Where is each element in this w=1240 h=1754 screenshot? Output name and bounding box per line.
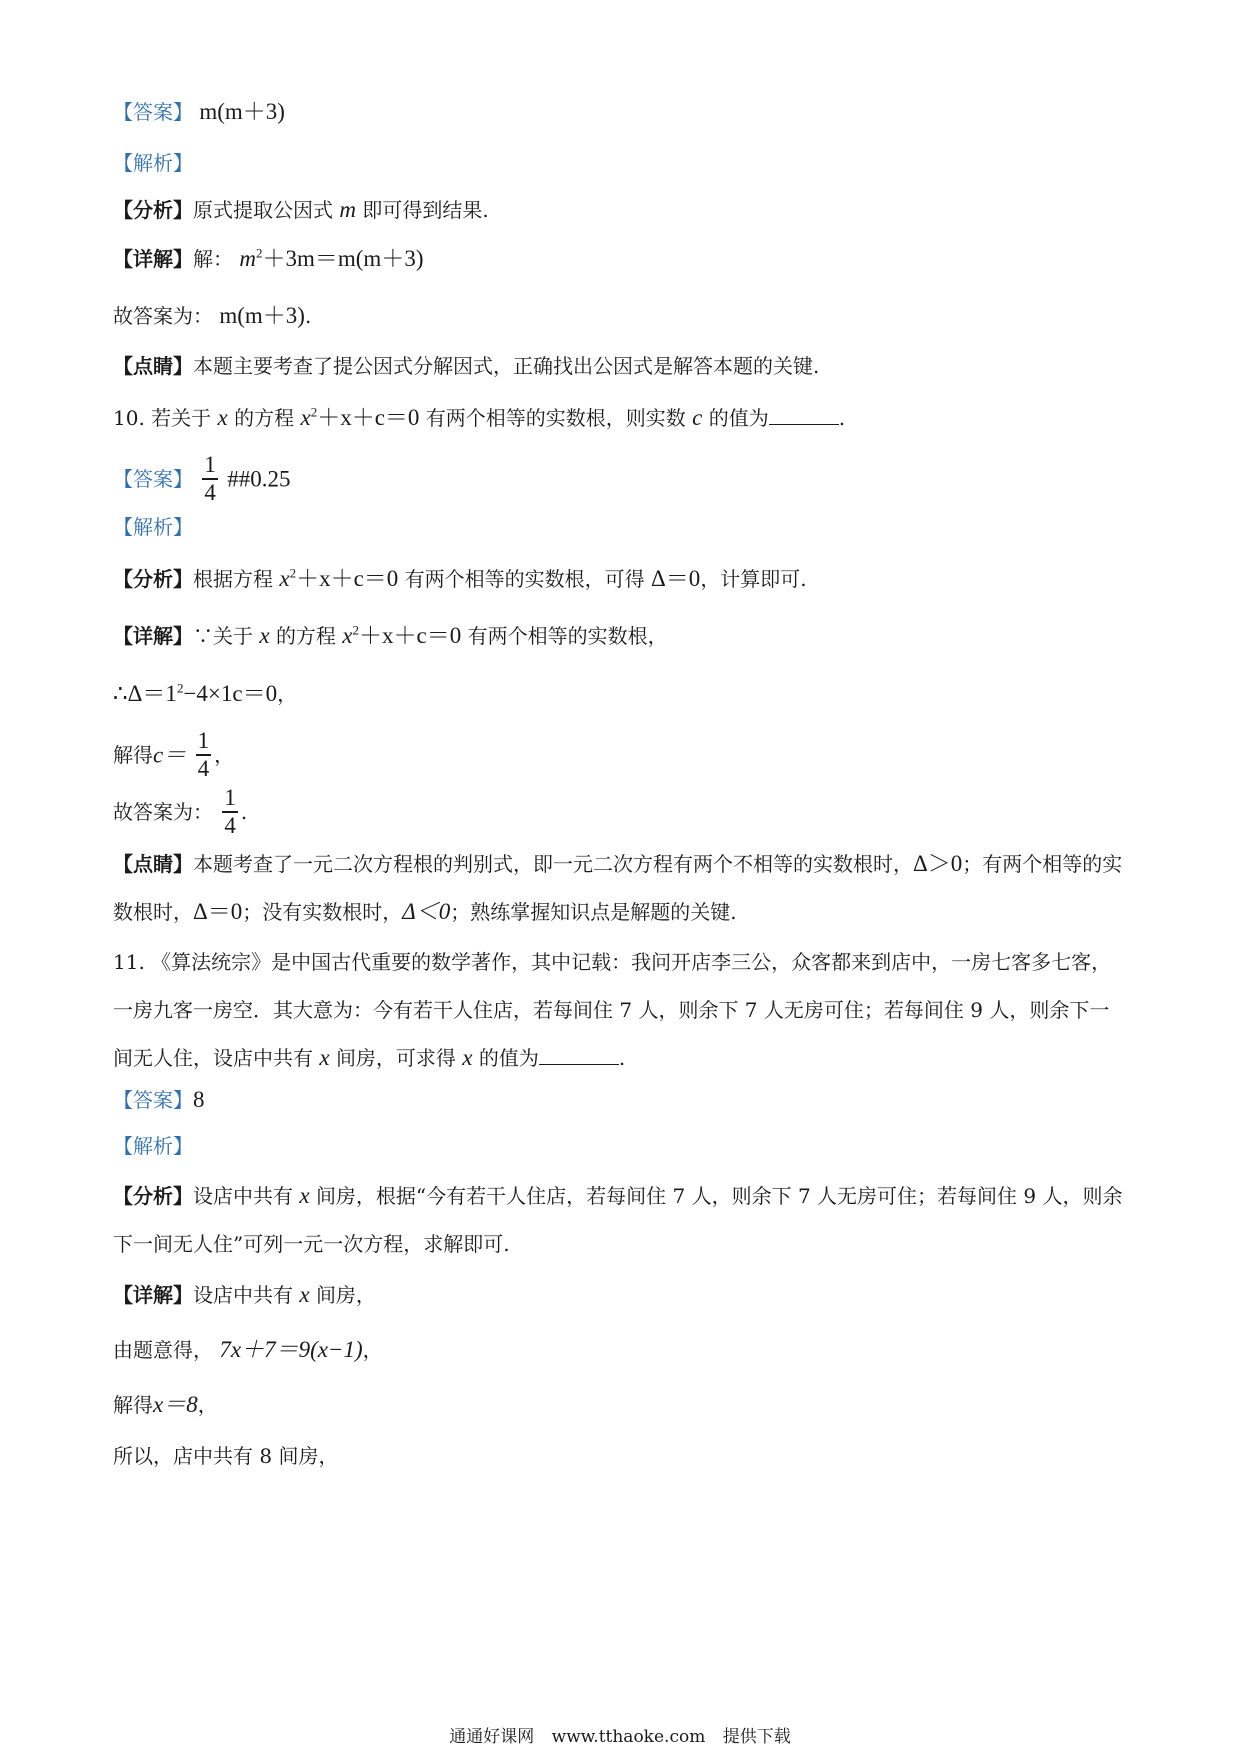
answer-tag: 【答案】 <box>113 467 193 492</box>
final-end: . <box>304 304 312 328</box>
xiangjie-tag: 【详解】 <box>113 1283 193 1307</box>
q-var: x <box>217 405 228 430</box>
analysis-tag: 【解析】 <box>113 515 193 539</box>
dianjing-line-9 <box>113 354 819 378</box>
xiangjie-line-10 <box>113 622 668 650</box>
q-end: . <box>618 1046 626 1070</box>
dianjing-text: 本题考查了一元二次方程根的判别式，即一元二次方程有两个不相等的实数根时， <box>193 852 913 876</box>
fenxi-text: ，计算即可. <box>700 567 807 591</box>
solve-text: 解得 <box>113 743 153 768</box>
line-end: ， <box>362 1338 383 1362</box>
xiangjie-tag: 【详解】 <box>113 247 193 271</box>
fenxi-tag: 【分析】 <box>113 198 193 222</box>
fenxi-line-11 <box>113 1172 1128 1268</box>
fraction-numerator: 1 <box>197 728 210 753</box>
q-text: 有两个相等的实数根，则实数 <box>425 406 686 430</box>
solve-math: c＝ <box>153 742 187 768</box>
line-end: ， <box>197 1393 218 1417</box>
fraction <box>222 785 238 839</box>
final-math: m(m＋3) <box>219 303 305 328</box>
xiangjie-text: ∵关于 <box>193 624 253 648</box>
math-part: Δ＜0 <box>402 899 451 924</box>
analysis-heading <box>113 151 193 175</box>
fenxi-text: 根据方程 <box>193 567 273 591</box>
solve-line-11 <box>113 1391 218 1419</box>
xiangjie-text: 解： <box>193 247 233 271</box>
final-text: 故答案为： <box>113 800 213 825</box>
dianjing-text: ；有两个相等的实数根时， <box>113 852 1123 924</box>
conclusion-text: 所以，店中共有 8 间房， <box>113 1444 339 1468</box>
fenxi-text-b: 即可得到结果. <box>362 198 489 222</box>
eq-text: 由题意得， <box>113 1338 213 1362</box>
analysis-heading <box>113 1134 193 1158</box>
equation-line-11 <box>113 1336 383 1364</box>
math-part: ＋x＋c＝0 <box>317 405 420 430</box>
answer-tag: 【答案】 <box>113 100 193 124</box>
xiangjie-line-9 <box>113 245 423 273</box>
question-10 <box>113 404 845 432</box>
var: x <box>299 1282 310 1307</box>
fraction-denominator: 4 <box>204 479 216 505</box>
answer-alt: ##0.25 <box>227 466 291 492</box>
answer-line-9 <box>113 98 285 126</box>
analysis-tag: 【解析】 <box>113 1134 193 1158</box>
fenxi-line-10 <box>113 565 807 593</box>
fraction-numerator: 1 <box>224 785 236 810</box>
fenxi-text: 间房，根据“今有若干人住店，若每间住 7 人，则余下 7 人无房可住；若每间住 9 人，则余下一间无人住”可列一元一次方程，求解即可. <box>113 1184 1123 1256</box>
math-part: ∴Δ＝1 <box>113 681 177 706</box>
fraction-numerator: 1 <box>204 452 216 477</box>
math-sup: 2 <box>289 565 297 581</box>
dianjing-text: ；熟练掌握知识点是解题的关键. <box>450 900 737 924</box>
math-sup: 2 <box>352 622 360 638</box>
xiangjie-line-11 <box>113 1281 376 1309</box>
math-part: −4×1c＝0 <box>183 681 278 706</box>
dianjing-tag: 【点睛】 <box>113 852 193 876</box>
page-footer <box>0 1722 1240 1747</box>
fraction-denominator: 4 <box>197 755 210 781</box>
final-answer-10 <box>113 785 247 839</box>
xiangjie-text: 的方程 <box>275 624 336 648</box>
question-number: 10. <box>113 406 145 430</box>
question-number: 11. <box>113 950 145 974</box>
math-part: x <box>300 405 311 430</box>
conclusion-line-11 <box>113 1444 338 1468</box>
analysis-heading <box>113 515 193 539</box>
solve-line-10 <box>113 728 234 782</box>
line-end: . <box>240 800 248 825</box>
math-part: Δ＝0 <box>651 566 701 591</box>
math-sup: 2 <box>176 680 184 696</box>
final-text: 故答案为： <box>113 304 213 328</box>
math-part: x <box>342 623 353 648</box>
question-11 <box>113 938 1128 1082</box>
dianjing-tag: 【点睛】 <box>113 354 193 378</box>
answer-line-10 <box>113 452 290 506</box>
dianjing-text: ；没有实数根时， <box>242 900 403 924</box>
var: x <box>259 623 270 648</box>
dianjing-text: 本题主要考查了提公因式分解因式，正确找出公因式是解答本题的关键. <box>193 354 820 378</box>
q-text: 的值为 <box>708 406 769 430</box>
q-text: 的方程 <box>234 406 295 430</box>
math-part: Δ＝0 <box>193 899 243 924</box>
q-var: c <box>692 405 703 430</box>
q-text: 间房，可求得 <box>335 1046 456 1070</box>
math-sup: 2 <box>255 245 263 261</box>
answer-blank <box>769 404 839 425</box>
answer-tag: 【答案】 <box>113 1088 193 1112</box>
line-end: ， <box>214 743 235 768</box>
math-part: ＋x＋c＝0 <box>359 623 462 648</box>
q-text: 《算法统宗》是中国古代重要的数学著作，其中记载：我问开店李三公，众客都来到店中，一房七客多七客，一房九客一房空．其大意为：今有若干人住店，若每间住 7 人，则余下 7 人无房可住；若每间住 9 人，则余下一间无人住，设店中共有 <box>113 950 1112 1070</box>
xiangjie-text: 设店中共有 <box>193 1283 293 1307</box>
q-text: 若关于 <box>151 406 212 430</box>
xiangjie-text: 有两个相等的实数根， <box>467 624 668 648</box>
fenxi-line-9 <box>113 196 489 224</box>
final-answer-9 <box>113 302 311 330</box>
footer-site: 通通好课网 <box>449 1727 535 1747</box>
math-part: x <box>279 566 290 591</box>
derivation-line <box>113 680 297 708</box>
answer-value: 8 <box>193 1087 205 1112</box>
answer-blank <box>539 1044 619 1065</box>
line-end: ， <box>277 682 298 706</box>
var: x <box>299 1183 310 1208</box>
math-part: Δ＞0 <box>913 851 963 876</box>
xiangjie-text: 间房， <box>315 1283 376 1307</box>
q-end: . <box>838 406 846 430</box>
fraction-denominator: 4 <box>224 812 236 838</box>
solve-text: 解得 <box>113 1393 153 1417</box>
fenxi-tag: 【分析】 <box>113 567 193 591</box>
xiangjie-tag: 【详解】 <box>113 624 193 648</box>
math-part: m <box>239 246 256 271</box>
q-var: x <box>462 1045 473 1070</box>
eq-math: 7x＋7＝9(x−1) <box>219 1337 363 1362</box>
dianjing-line-10 <box>113 840 1128 936</box>
footer-note: 提供下载 <box>722 1727 791 1747</box>
fenxi-var: m <box>339 197 356 222</box>
fenxi-text: 有两个相等的实数根，可得 <box>404 567 645 591</box>
math-part: ＋x＋c＝0 <box>296 566 399 591</box>
answer-line-11 <box>113 1086 205 1114</box>
answer-math: m(m＋3) <box>199 99 285 124</box>
fraction <box>196 728 212 782</box>
footer-url[interactable]: www.tthaoke.com <box>551 1727 706 1747</box>
fenxi-text-a: 原式提取公因式 <box>193 198 333 222</box>
math-part: ＋3m＝m(m＋3) <box>262 246 424 271</box>
q-text: 的值为 <box>478 1046 539 1070</box>
solve-math: x＝8 <box>153 1392 198 1417</box>
analysis-tag: 【解析】 <box>113 151 193 175</box>
fenxi-text: 设店中共有 <box>193 1184 293 1208</box>
q-var: x <box>319 1045 330 1070</box>
math-sup: 2 <box>310 404 318 420</box>
fraction <box>202 452 218 506</box>
fenxi-tag: 【分析】 <box>113 1184 193 1208</box>
